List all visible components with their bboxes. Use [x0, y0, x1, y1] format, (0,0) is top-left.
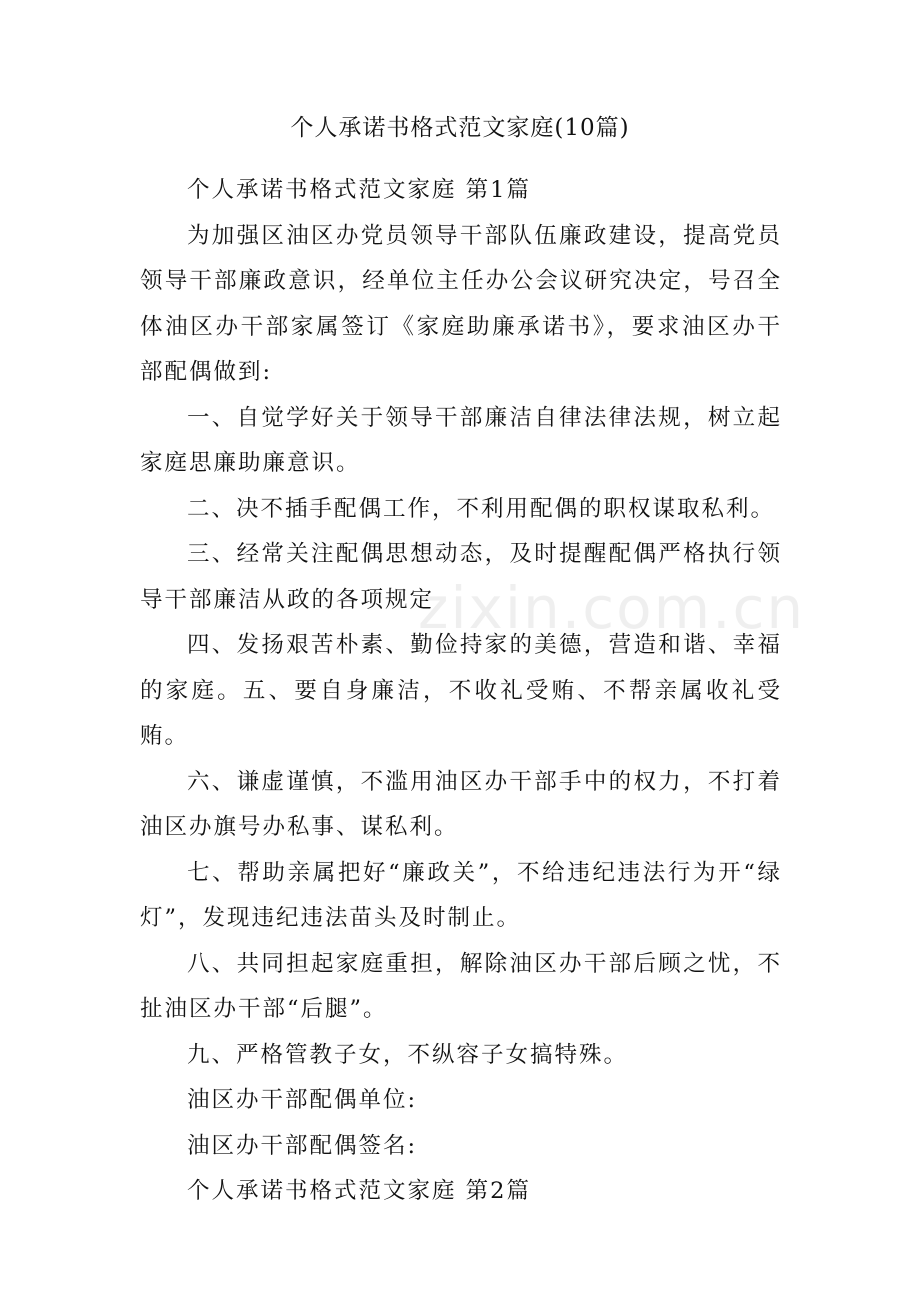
- paragraph-intro: 为加强区油区办党员领导干部队伍廉政建设，提高党员领导干部廉政意识，经单位主任办公会议研究决定，号召全体油区办干部家属签订《家庭助廉承诺书》，要求油区办干部配偶做到:: [140, 222, 782, 385]
- paragraph-item-6: 六、谦虚谨慎，不滥用油区办干部手中的权力，不打着油区办旗号办私事、谋私利。: [140, 768, 782, 840]
- section-heading-2: 个人承诺书格式范文家庭 第2篇: [187, 1178, 531, 1204]
- paragraph-item-2: 二、决不插手配偶工作，不利用配偶的职权谋取私利。: [187, 495, 776, 522]
- watermark: zixin.com.cn: [418, 574, 806, 642]
- paragraph-item-7: 七、帮助亲属把好“廉政关”，不给违纪违法行为开“绿灯”，发现违纪违法苗头及时制止。: [140, 859, 782, 931]
- document-title: 个人承诺书格式范文家庭(10篇): [290, 115, 630, 141]
- paragraph-item-4-5: 四、发扬艰苦朴素、勤俭持家的美德，营造和谐、幸福的家庭。五、要自身廉洁，不收礼受贿、不帮亲属收礼受贿。: [140, 632, 782, 749]
- paragraph-item-9: 九、严格管教子女，不纵容子女搞特殊。: [187, 1041, 629, 1068]
- paragraph-item-3: 三、经常关注配偶思想动态，及时提醒配偶严格执行领导干部廉洁从政的各项规定: [140, 541, 782, 613]
- section-heading-1: 个人承诺书格式范文家庭 第1篇: [187, 177, 531, 203]
- document-body: [140, 168, 782, 1215]
- paragraph-item-8: 八、共同担起家庭重担，解除油区办干部后顾之忧，不扯油区办干部“后腿”。: [140, 950, 782, 1022]
- signature-name-line: 油区办干部配偶签名:: [187, 1132, 418, 1159]
- paragraph-item-1: 一、自觉学好关于领导干部廉洁自律法律法规，树立起家庭思廉助廉意识。: [140, 404, 782, 476]
- signature-unit-line: 油区办干部配偶单位:: [187, 1087, 418, 1113]
